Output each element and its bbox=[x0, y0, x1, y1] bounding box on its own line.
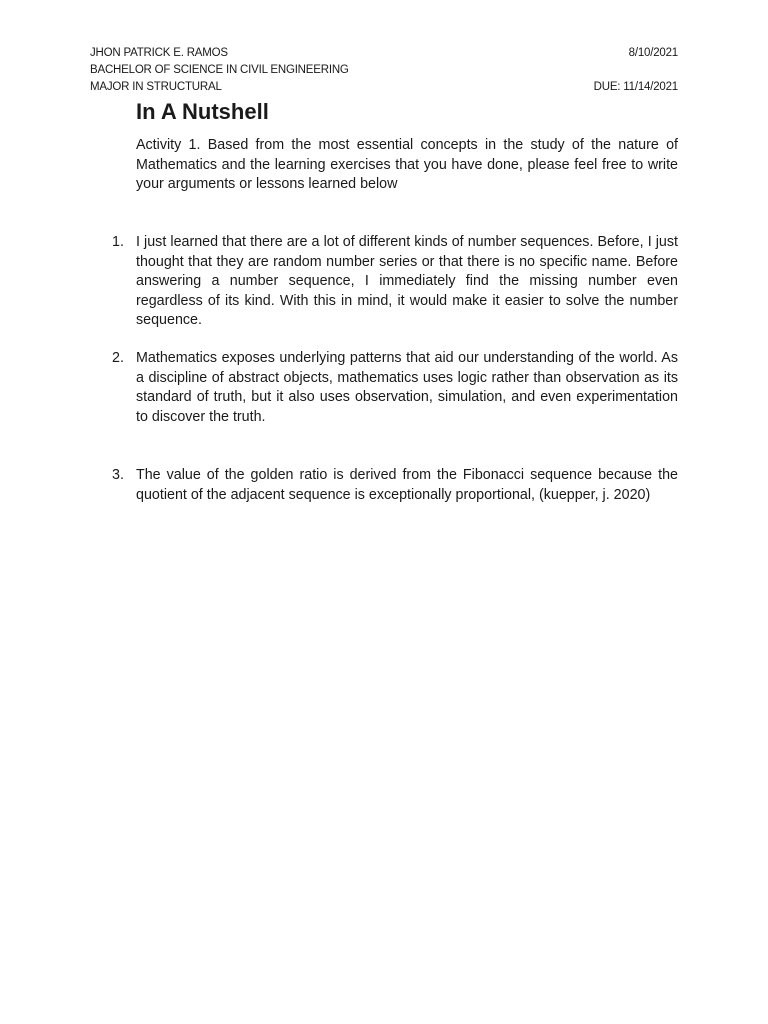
list-item-number: 2. bbox=[112, 350, 124, 366]
list-item bbox=[112, 349, 678, 427]
submission-date: 8/10/2021 bbox=[628, 47, 678, 59]
header-row-major bbox=[90, 79, 678, 96]
list-item-number: 1. bbox=[112, 234, 124, 250]
header-row-name bbox=[90, 45, 678, 62]
activity-instructions: Activity 1. Based from the most essential concepts in the study of the nature of Mathematics and the learning exercises that you have done, please feel free to write your arguments or lessons learned below bbox=[136, 137, 678, 192]
major: MAJOR IN STRUCTURAL bbox=[90, 81, 222, 93]
due-date: DUE: 11/14/2021 bbox=[593, 81, 678, 93]
list-item bbox=[112, 233, 678, 331]
list-item-text: Mathematics exposes underlying patterns that aid our understanding of the world. As a discipline of abstract objects, mathematics uses logic rather than observation as its standard of truth, but it also uses observation, simulation, and even experimentation to discover the truth. bbox=[136, 350, 678, 425]
list-item-text: I just learned that there are a lot of different kinds of number sequences. Before, I just thought that they are random number series or that there is no specific name. Before answering a number sequence, I immediately find the missing number even regardless of its kind. With this in mind, it would make it easier to solve the number sequence. bbox=[136, 234, 678, 328]
list-item-number: 3. bbox=[112, 467, 124, 483]
header-row-degree bbox=[90, 62, 678, 79]
list-item bbox=[112, 466, 678, 505]
degree-program: BACHELOR OF SCIENCE IN CIVIL ENGINEERING bbox=[90, 64, 349, 76]
list-item-text: The value of the golden ratio is derived from the Fibonacci sequence because the quotient of the adjacent sequence is exceptionally proportional, (kuepper, j. 2020) bbox=[136, 467, 678, 503]
document-header bbox=[90, 45, 678, 96]
page-title: In A Nutshell bbox=[136, 99, 269, 124]
student-name: JHON PATRICK E. RAMOS bbox=[90, 47, 228, 59]
